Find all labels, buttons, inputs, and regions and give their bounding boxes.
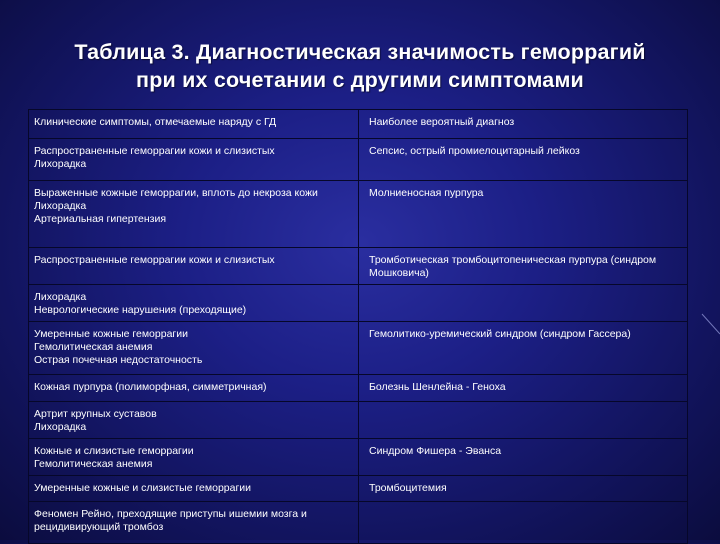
slide-title	[20, 38, 700, 94]
table-row	[29, 402, 688, 439]
diagnosis-cell: Гемолитико-уремический синдром (синдром Гассера)	[359, 322, 688, 375]
diagnosis-cell: Синдром Фишера - Эванса	[359, 439, 688, 476]
symptoms-cell: Распространенные геморрагии кожи и слизистых Лихорадка	[29, 139, 359, 181]
table-row	[29, 248, 688, 285]
table-row	[29, 181, 688, 248]
symptoms-cell: Артрит крупных суставов Лихорадка	[29, 402, 359, 439]
symptoms-cell: Кожная пурпура (полиморфная, симметричная)	[29, 375, 359, 402]
symptoms-cell: Феномен Рейно, преходящие приступы ишемии мозга и рецидивирующий тромбоз	[29, 502, 359, 544]
table-row	[29, 139, 688, 181]
diagnosis-cell: Тромботическая тромбоцитопеническая пурпура (синдром Мошковича)	[359, 248, 688, 285]
table-header-row	[29, 110, 688, 139]
symptoms-cell: Умеренные кожные и слизистые геморрагии	[29, 476, 359, 502]
symptoms-cell: Распространенные геморрагии кожи и слизистых	[29, 248, 359, 285]
table-row	[29, 476, 688, 502]
table-header-diagnosis: Наиболее вероятный диагноз	[359, 110, 688, 139]
slide-title-line-1: Таблица 3. Диагностическая значимость геморрагий	[74, 40, 646, 64]
slide-title-line-2: при их сочетании с другими симптомами	[136, 68, 584, 92]
diagnosis-cell	[359, 402, 688, 439]
symptoms-cell: Умеренные кожные геморрагии Гемолитическая анемия Острая почечная недостаточность	[29, 322, 359, 375]
diagnosis-cell	[359, 285, 688, 322]
decorative-line	[698, 300, 720, 340]
diagnosis-cell: Молниеносная пурпура	[359, 181, 688, 248]
table-header-symptoms: Клинические симптомы, отмечаемые наряду с ГД	[29, 110, 359, 139]
diagnosis-cell: Сепсис, острый промиелоцитарный лейкоз	[359, 139, 688, 181]
diagnosis-table	[28, 109, 688, 544]
table-row	[29, 502, 688, 544]
diagnosis-cell: Тромбоцитемия	[359, 476, 688, 502]
symptoms-cell: Лихорадка Неврологические нарушения (преходящие)	[29, 285, 359, 322]
table-row	[29, 375, 688, 402]
table-row	[29, 285, 688, 322]
symptoms-cell: Кожные и слизистые геморрагии Гемолитическая анемия	[29, 439, 359, 476]
table-row	[29, 322, 688, 375]
table-row	[29, 439, 688, 476]
diagnosis-cell	[359, 502, 688, 544]
symptoms-cell: Выраженные кожные геморрагии, вплоть до некроза кожи Лихорадка Артериальная гипертензия	[29, 181, 359, 248]
diagnosis-cell: Болезнь Шенлейна - Геноха	[359, 375, 688, 402]
